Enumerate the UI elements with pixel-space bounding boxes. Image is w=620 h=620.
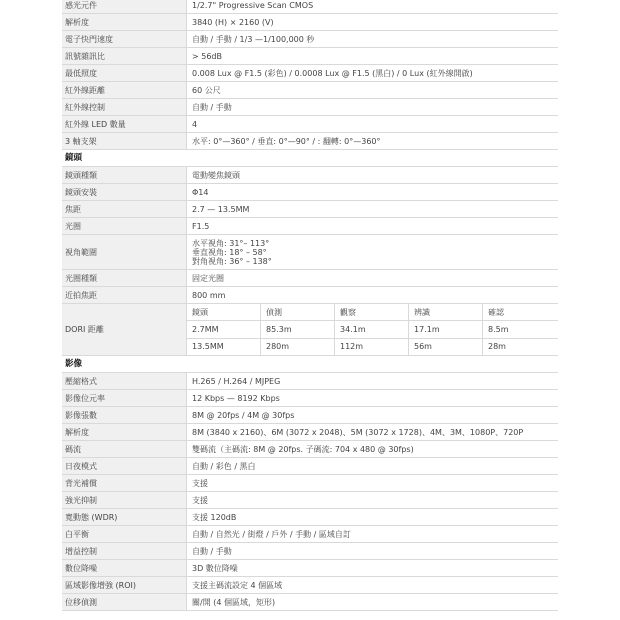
spec-table: [62, 0, 558, 611]
dori-row: [62, 304, 558, 356]
spec-label: 區域影像增強 (ROI): [62, 577, 186, 593]
spec-row: [62, 99, 558, 116]
spec-value: 自動 / 彩色 / 黑白: [186, 458, 558, 474]
spec-label: 位移偵測: [62, 594, 186, 610]
spec-label: 3 軸支架: [62, 133, 186, 149]
spec-row: [62, 184, 558, 201]
dori-cell: 8.5m: [488, 324, 509, 334]
dori-cell: 34.1m: [335, 321, 409, 337]
spec-value: Φ14: [186, 184, 558, 200]
spec-label: 光圈: [62, 218, 186, 234]
spec-label: 鏡頭安裝: [62, 184, 186, 200]
spec-label: 焦距: [62, 201, 186, 217]
spec-row: [62, 560, 558, 577]
spec-value: 8M (3840 x 2160)、6M (3072 x 2048)、5M (3072 x 1728)、4M、3M、1080P、720P: [186, 424, 558, 440]
spec-label: 增益控制: [62, 543, 186, 559]
spec-row: [62, 492, 558, 509]
spec-row: [62, 116, 558, 133]
spec-row: [62, 441, 558, 458]
dori-cell: 17.1m: [409, 321, 483, 337]
spec-row: [62, 390, 558, 407]
spec-value: 支援 120dB: [186, 509, 558, 525]
spec-row: [62, 0, 558, 14]
spec-value: 關/開 (4 個區域，矩形): [186, 594, 558, 610]
dori-table: [186, 304, 558, 355]
spec-row: [62, 287, 558, 304]
spec-row: [62, 509, 558, 526]
spec-row: [62, 235, 558, 270]
spec-row: [62, 543, 558, 560]
spec-value: 自動 / 手動 / 1/3 —1/100,000 秒: [186, 31, 558, 47]
spec-value: 60 公尺: [186, 82, 558, 98]
spec-row: [62, 31, 558, 48]
spec-value-line: 垂直視角: 18° – 58°: [192, 247, 267, 257]
spec-label: 解析度: [62, 14, 186, 30]
spec-row: [62, 218, 558, 235]
dori-cell: 13.5MM: [187, 339, 261, 355]
spec-row: [62, 458, 558, 475]
spec-value: 自動 / 自然光 / 街燈 / 戶外 / 手動 / 區域自訂: [186, 526, 558, 542]
spec-value: 4: [186, 116, 558, 132]
spec-value: 1/2.7" Progressive Scan CMOS: [186, 0, 558, 13]
spec-label: 影像位元率: [62, 390, 186, 406]
spec-value: 自動 / 手動: [186, 543, 558, 559]
spec-label: 碼流: [62, 441, 186, 457]
dori-cell: 56m: [409, 339, 483, 355]
spec-row: [62, 14, 558, 31]
dori-cell: 確認: [488, 307, 504, 317]
spec-value: 支援: [186, 475, 558, 491]
spec-value: 雙碼流（主碼流: 8M @ 20fps. 子碼流: 704 x 480 @ 30fps): [186, 441, 558, 457]
spec-value: H.265 / H.264 / MJPEG: [186, 373, 558, 389]
dori-cell: 28m: [488, 342, 506, 352]
dori-line: [187, 304, 558, 321]
section-title: 鏡頭: [65, 152, 83, 163]
spec-label: 感光元件: [62, 0, 186, 13]
spec-value-line: 水平視角: 31°– 113°: [192, 238, 270, 248]
spec-label: 數位降噪: [62, 560, 186, 576]
spec-label: 壓縮格式: [62, 373, 186, 389]
spec-row: [62, 167, 558, 184]
spec-value: 水平: 0°—360° / 垂直: 0°—90° / : 翻轉: 0°—360°: [186, 133, 558, 149]
spec-label: 解析度: [62, 424, 186, 440]
dori-cell: 偵測: [261, 304, 335, 320]
section-header: [62, 356, 558, 373]
spec-row: [62, 201, 558, 218]
dori-cell: 2.7MM: [187, 321, 261, 337]
spec-value: 3D 數位降噪: [186, 560, 558, 576]
spec-label: 紅外線 LED 數量: [62, 116, 186, 132]
spec-row: [62, 48, 558, 65]
spec-row: [62, 526, 558, 543]
spec-label: 近拍焦距: [62, 287, 186, 303]
spec-row: [62, 577, 558, 594]
spec-value: 12 Kbps — 8192 Kbps: [186, 390, 558, 406]
dori-cell: 觀察: [335, 304, 409, 320]
spec-value: [186, 235, 558, 269]
spec-label: 視角範圍: [62, 235, 186, 269]
spec-label: 電子快門速度: [62, 31, 186, 47]
dori-cell: 112m: [335, 339, 409, 355]
dori-cell: 280m: [261, 339, 335, 355]
spec-row: [62, 373, 558, 390]
spec-label: 鏡頭種類: [62, 167, 186, 183]
spec-value: 800 mm: [186, 287, 558, 303]
spec-row: [62, 270, 558, 287]
spec-value: > 56dB: [186, 48, 558, 64]
spec-value: F1.5: [186, 218, 558, 234]
spec-label: 最低照度: [62, 65, 186, 81]
spec-label: 光圈種類: [62, 270, 186, 286]
spec-row: [62, 407, 558, 424]
dori-cell: 鏡頭: [187, 304, 261, 320]
dori-cell: 辨識: [409, 304, 483, 320]
spec-row: [62, 133, 558, 150]
spec-value: 自動 / 手動: [186, 99, 558, 115]
spec-row: [62, 424, 558, 441]
spec-value: 2.7 — 13.5MM: [186, 201, 558, 217]
dori-line: [187, 321, 558, 338]
spec-label: 強光抑制: [62, 492, 186, 508]
spec-value: 固定光圈: [186, 270, 558, 286]
spec-label: 紅外線距離: [62, 82, 186, 98]
spec-row: [62, 475, 558, 492]
dori-cell: 85.3m: [261, 321, 335, 337]
spec-value: 8M @ 20fps / 4M @ 30fps: [186, 407, 558, 423]
dori-line: [187, 339, 558, 355]
spec-value: 支援主碼流設定 4 個區域: [186, 577, 558, 593]
spec-label: 白平衡: [62, 526, 186, 542]
spec-label: 訊號雜訊比: [62, 48, 186, 64]
spec-value-line: 對角視角: 36° – 138°: [192, 256, 272, 266]
spec-label: 紅外線控制: [62, 99, 186, 115]
spec-label: 影像張數: [62, 407, 186, 423]
spec-label: 寬動態 (WDR): [62, 509, 186, 525]
section-header: [62, 150, 558, 167]
spec-value: 電動變焦鏡頭: [186, 167, 558, 183]
spec-row: [62, 594, 558, 611]
spec-value: 0.008 Lux @ F1.5 (彩色) / 0.0008 Lux @ F1.5 (黑白) / 0 Lux (紅外線開啟): [186, 65, 558, 81]
spec-value: 3840 (H) × 2160 (V): [186, 14, 558, 30]
spec-row: [62, 65, 558, 82]
spec-label: 日夜模式: [62, 458, 186, 474]
spec-row: [62, 82, 558, 99]
spec-value: 支援: [186, 492, 558, 508]
section-title: 影像: [65, 358, 83, 369]
spec-label: DORI 距離: [62, 304, 186, 355]
spec-label: 背光補償: [62, 475, 186, 491]
